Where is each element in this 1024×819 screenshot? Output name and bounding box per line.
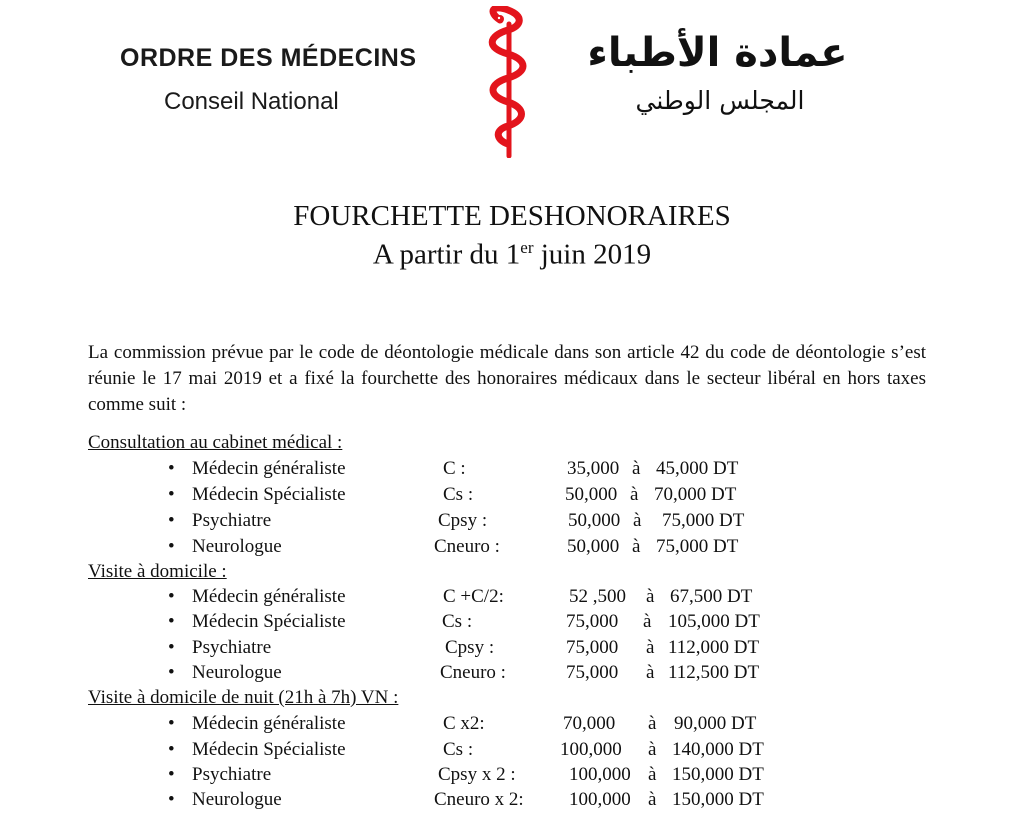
fee-row	[0, 764, 1024, 790]
fee-row	[0, 789, 1024, 815]
bullet-icon: •	[168, 764, 175, 785]
bullet-icon: •	[168, 611, 175, 632]
org-subtitle-arabic: المجلس الوطني	[635, 86, 805, 115]
fee-min: 75,000	[566, 637, 619, 658]
bullet-icon: •	[168, 510, 175, 531]
bullet-icon: •	[168, 637, 175, 658]
fee-row	[0, 510, 1024, 536]
fee-max: 112,000 DT	[668, 637, 760, 658]
fee-row	[0, 536, 1024, 562]
fee-max: 75,000 DT	[656, 536, 739, 557]
org-name-arabic: عمادة الأطباء	[587, 30, 848, 76]
profession: Médecin Spécialiste	[192, 611, 346, 632]
fee-row	[0, 611, 1024, 637]
fee-min: 100,000	[569, 789, 631, 810]
fee-max: 75,000 DT	[662, 510, 745, 531]
profession: Médecin généraliste	[192, 586, 346, 607]
bullet-icon: •	[168, 484, 175, 505]
fee-max: 105,000 DT	[668, 611, 760, 632]
profession: Médecin généraliste	[192, 713, 346, 734]
fee-code: Cs :	[443, 484, 474, 505]
fee-row	[0, 458, 1024, 484]
profession: Psychiatre	[192, 637, 272, 658]
intro-paragraph: La commission prévue par le code de déontologie médicale dans son article 42 du code de déontologie s’est réunie le 17 mai 2019 et a fixé la fourchette des honoraires médicaux dans le secteur libéral en hors taxes comme suit :	[88, 342, 926, 415]
fee-min: 100,000	[569, 764, 631, 785]
fee-row	[0, 739, 1024, 765]
fee-max: 140,000 DT	[672, 739, 764, 760]
bullet-icon: •	[168, 739, 175, 760]
caduceus-icon	[478, 6, 538, 158]
fee-code: C x2:	[443, 713, 485, 734]
fee-code: C :	[443, 458, 466, 479]
section-heading-consultation: Consultation au cabinet médical :	[88, 432, 343, 453]
fee-row	[0, 484, 1024, 510]
fee-min: 100,000	[560, 739, 622, 760]
fee-code: Cs :	[442, 611, 473, 632]
fee-separator: à	[643, 611, 652, 632]
fee-code: Cpsy :	[445, 637, 495, 658]
fee-separator: à	[632, 458, 641, 479]
fee-code: Cneuro x 2:	[434, 789, 524, 810]
fee-min: 70,000	[563, 713, 616, 734]
fee-max: 70,000 DT	[654, 484, 737, 505]
page-title: FOURCHETTE DESHONORAIRES	[293, 200, 731, 232]
subtitle-prefix: A partir du 1	[372, 238, 521, 271]
fee-min: 75,000	[566, 662, 619, 683]
fee-min: 50,000	[567, 536, 620, 557]
fee-separator: à	[630, 484, 639, 505]
profession: Médecin Spécialiste	[192, 484, 346, 505]
section-heading-night-visit: Visite à domicile de nuit (21h à 7h) VN :	[88, 687, 399, 708]
fee-separator: à	[648, 789, 657, 810]
bullet-icon: •	[168, 458, 175, 479]
fee-separator: à	[648, 713, 657, 734]
page-subtitle	[0, 238, 1024, 272]
profession: Neurologue	[192, 789, 282, 810]
bullet-icon: •	[168, 713, 175, 734]
fee-separator: à	[648, 764, 657, 785]
fee-separator: à	[646, 637, 655, 658]
fee-separator: à	[633, 510, 642, 531]
profession: Psychiatre	[192, 510, 272, 531]
fee-code: Cpsy :	[438, 510, 488, 531]
fee-max: 67,500 DT	[670, 586, 753, 607]
fee-separator: à	[646, 586, 655, 607]
fee-code: Cneuro :	[440, 662, 506, 683]
fee-min: 75,000	[566, 611, 619, 632]
fee-code: C +C/2:	[443, 586, 504, 607]
fee-code: Cpsy x 2 :	[438, 764, 516, 785]
bullet-icon: •	[168, 586, 175, 607]
bullet-icon: •	[168, 789, 175, 810]
fee-min: 35,000	[567, 458, 620, 479]
fee-max: 90,000 DT	[674, 713, 757, 734]
fee-separator: à	[632, 536, 641, 557]
profession: Médecin Spécialiste	[192, 739, 346, 760]
fee-separator: à	[646, 662, 655, 683]
profession: Neurologue	[192, 662, 282, 683]
subtitle-suffix: juin 2019	[533, 238, 652, 271]
org-subtitle-french: Conseil National	[164, 88, 339, 115]
bullet-icon: •	[168, 536, 175, 557]
profession: Neurologue	[192, 536, 282, 557]
fee-min: 50,000	[568, 510, 621, 531]
profession: Médecin généraliste	[192, 458, 346, 479]
subtitle-superscript: er	[520, 238, 534, 257]
fee-max: 45,000 DT	[656, 458, 739, 479]
fee-min: 50,000	[565, 484, 618, 505]
fee-separator: à	[648, 739, 657, 760]
fee-min: 52 ,500	[569, 586, 626, 607]
fee-max: 150,000 DT	[672, 789, 764, 810]
fee-row	[0, 586, 1024, 612]
fee-row	[0, 662, 1024, 688]
fee-code: Cs :	[443, 739, 474, 760]
org-name-french: ORDRE DES MÉDECINS	[120, 44, 417, 72]
fee-max: 150,000 DT	[672, 764, 764, 785]
fee-code: Cneuro :	[434, 536, 500, 557]
fee-row	[0, 637, 1024, 663]
fee-max: 112,500 DT	[668, 662, 760, 683]
section-heading-home-visit: Visite à domicile :	[88, 561, 227, 582]
fee-row	[0, 713, 1024, 739]
bullet-icon: •	[168, 662, 175, 683]
profession: Psychiatre	[192, 764, 272, 785]
